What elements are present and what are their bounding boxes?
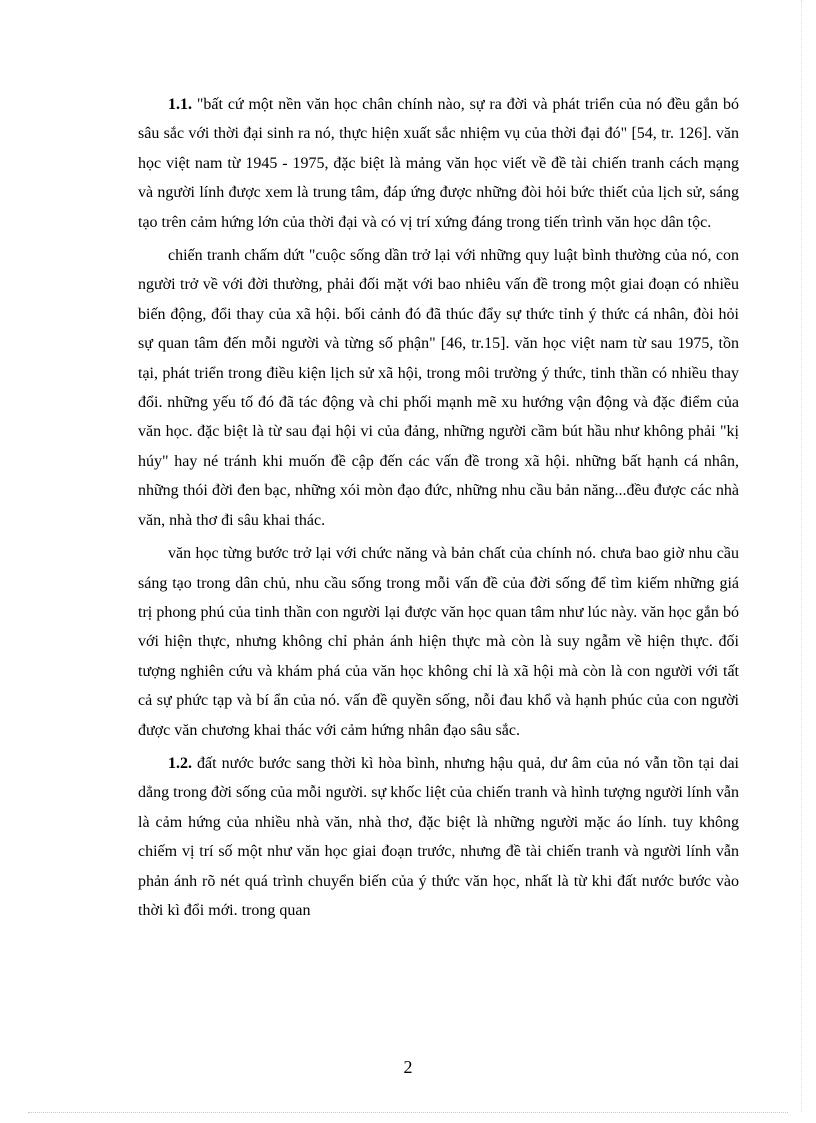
body-text (138, 90, 739, 929)
section-number: 1.2. (168, 754, 192, 772)
section-number: 1.1. (168, 96, 192, 113)
paragraph-text: chiến tranh chấm dứt "cuộc sống dần trở lại với những quy luật bình thường của nó, con người trở về với đời thường, phải đối mặt với bao nhiêu vấn đề trong một giai đoạn có nhiều biến động, đổi thay của xã hội. bối cảnh đó đã thúc đẩy sự thức tỉnh ý thức cá nhân, đòi hỏi sự quan tâm đến mỗi người và từng số phận" [46, tr.15]. văn học việt nam từ sau 1975, tồn tại, phát triển trong điều kiện lịch sử xã hội, trong môi trường ý thức, tinh thần có nhiều thay đổi. những yếu tố đó đã tác động và chi phối mạnh mẽ xu hướng vận động và đặc điểm của văn học. đặc biệt là từ sau đại hội vi của đảng, những người cầm bút hầu như không phải "kị húy" hay né tránh khi muốn đề cập đến các vấn đề trong xã hội. những bất hạnh cá nhân, những thói đời đen bạc, những xói mòn đạo đức, những nhu cầu bản năng...đều được các nhà văn, nhà thơ đi sâu khai thác. (138, 247, 739, 529)
page-right-border (801, 0, 802, 1112)
paragraph-text: đất nước bước sang thời kì hòa bình, nhưng hậu quả, dư âm của nó vẫn tồn tại dai dẳng trong đời sống của mỗi người. sự khốc liệt của chiến tranh và hình tượng người lính vẫn là cảm hứng của nhiều nhà văn, nhà thơ, đặc biệt là những người mặc áo lính. tuy không chiếm vị trí số một như văn học giai đoạn trước, nhưng đề tài chiến tranh và người lính vẫn phản ánh rõ nét quá trình chuyển biến của ý thức văn học, nhất là từ khi đất nước bước vào thời kì đổi mới. trong quan (138, 754, 739, 919)
page-number: 2 (403, 1057, 413, 1077)
paragraph-text: văn học từng bước trở lại với chức năng và bản chất của chính nó. chưa bao giờ nhu cầu sáng tạo trong dân chủ, nhu cầu sống trong mỗi vấn đề của đời sống để tìm kiếm những giá trị phong phú của tinh thần con người lại được văn học quan tâm như lúc này. văn học gắn bó với hiện thực, nhưng không chỉ phản ánh hiện thực mà còn là suy ngẫm về hiện thực. đối tượng nghiên cứu và khám phá của văn học không chỉ là xã hội mà còn là con người với tất cả sự phức tạp và bí ẩn của nó. vấn đề quyền sống, nỗi đau khổ và hạnh phúc của con người được văn chương khai thác với cảm hứng nhân đạo sâu sắc. (138, 545, 739, 739)
paragraph-1-1 (138, 90, 739, 237)
paragraph-1-2 (138, 749, 739, 925)
paragraph-postwar (138, 241, 739, 535)
paragraph-literature-return (138, 539, 739, 745)
paragraph-text: "bất cứ một nền văn học chân chính nào, sự ra đời và phát triển của nó đều gắn bó sâu sắc với thời đại sinh ra nó, thực hiện xuất sắc nhiệm vụ của thời đại đó" [54, tr. 126]. văn học việt nam từ 1945 - 1975, đặc biệt là mảng văn học viết về đề tài chiến tranh cách mạng và người lính được xem là trung tâm, đáp ứng được những đòi hỏi bức thiết của lịch sử, sáng tạo trên cảm hứng lớn của thời đại và có vị trí xứng đáng trong tiến trình văn học dân tộc. (138, 96, 739, 231)
page-bottom-border (28, 1112, 788, 1113)
